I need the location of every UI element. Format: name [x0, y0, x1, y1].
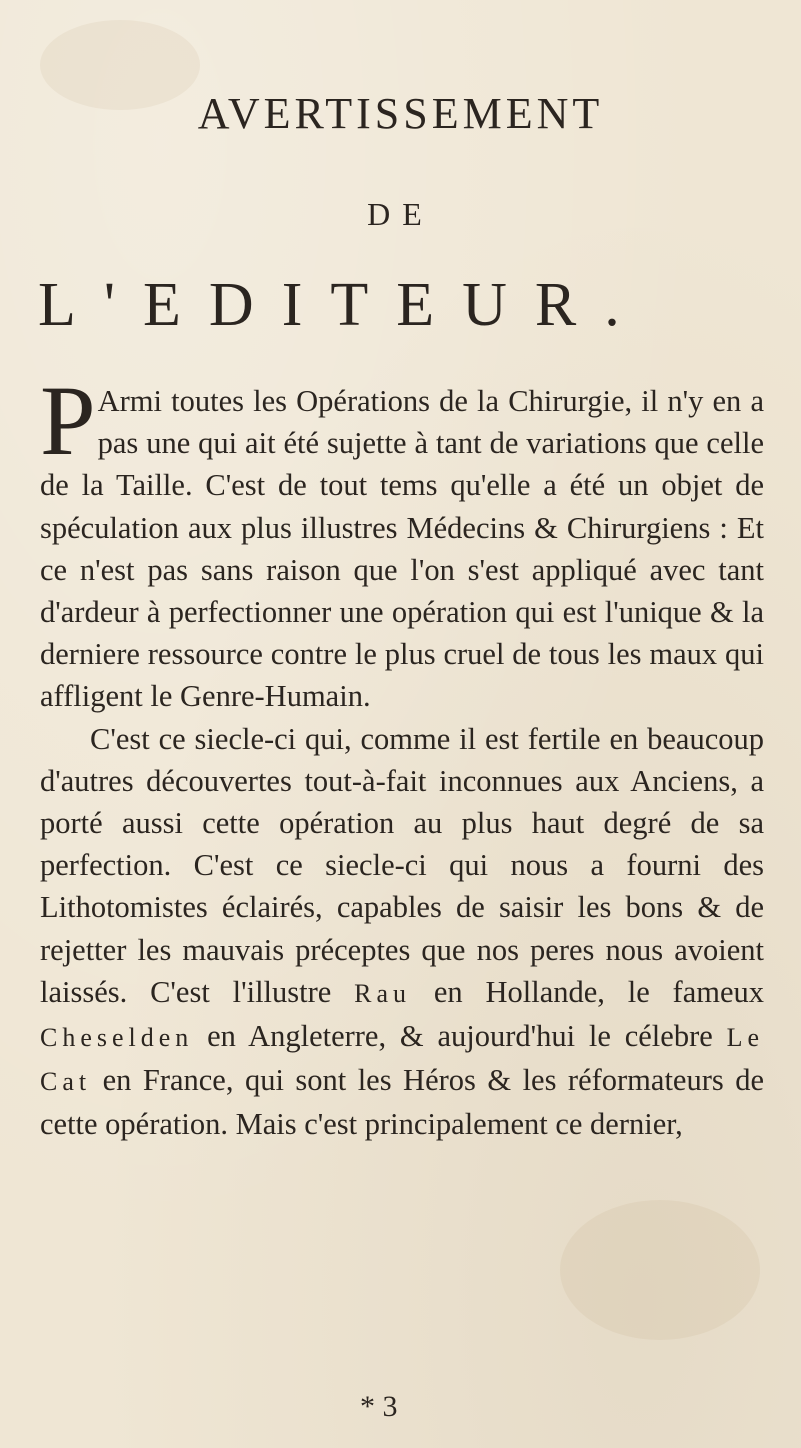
signature-mark: * 3 — [360, 1390, 398, 1423]
body-text — [40, 365, 765, 1146]
heading-editeur: L'EDITEUR. — [38, 271, 648, 339]
heading-de: DE — [367, 196, 434, 232]
paragraph-2-text-c: en Angleterre, & aujourd'hui le célebre — [207, 1019, 713, 1054]
name-cheselden: Cheselden — [40, 1023, 194, 1053]
name-rau: Rau — [354, 978, 412, 1008]
paper-stain — [560, 1200, 760, 1340]
paragraph-2-text-d: en France, qui sont les Héros & les réformateurs de cette opération. Mais c'est principalement ce dernier, — [40, 1063, 764, 1142]
heading-avertissement: AVERTISSEMENT — [197, 89, 604, 138]
paragraph-2-text-b: en Hollande, le fameux — [433, 974, 765, 1009]
paragraph-1-text: Armi toutes les Opérations de la Chirurgie, il n'y en a pas une qui ait été sujette à tant de variations que celle de la Taille. C'est de tout tems qu'elle a été un objet de spéculation aux plus illustres Médecins & Chirurgiens : Et ce n'est pas sans raison que l'on s'est appliqué avec tant d'ardeur à perfectionner une opération qui est l'unique & la derniere ressource contre le plus cruel de tous les maux qui affligent le Genre-Humain. — [40, 384, 764, 714]
paragraph-2-text-a: C'est ce siecle-ci qui, comme il est fertile en beaucoup d'autres découvertes tout-à-fait inconnues aux Anciens, a porté aussi cette opération au plus haut degré de sa perfection. C'est ce siecle-ci qui nous a fourni des Lithotomistes éclairés, capables de saisir les bons & de rejetter les mauvais préceptes que nos peres nous avoient laissés. C'est l'illustre — [40, 721, 764, 1009]
drop-cap: P — [40, 365, 96, 476]
paragraph-2 — [40, 718, 764, 1146]
name-le-cat: Le Cat — [40, 1023, 765, 1097]
paragraph-1 — [40, 365, 764, 718]
